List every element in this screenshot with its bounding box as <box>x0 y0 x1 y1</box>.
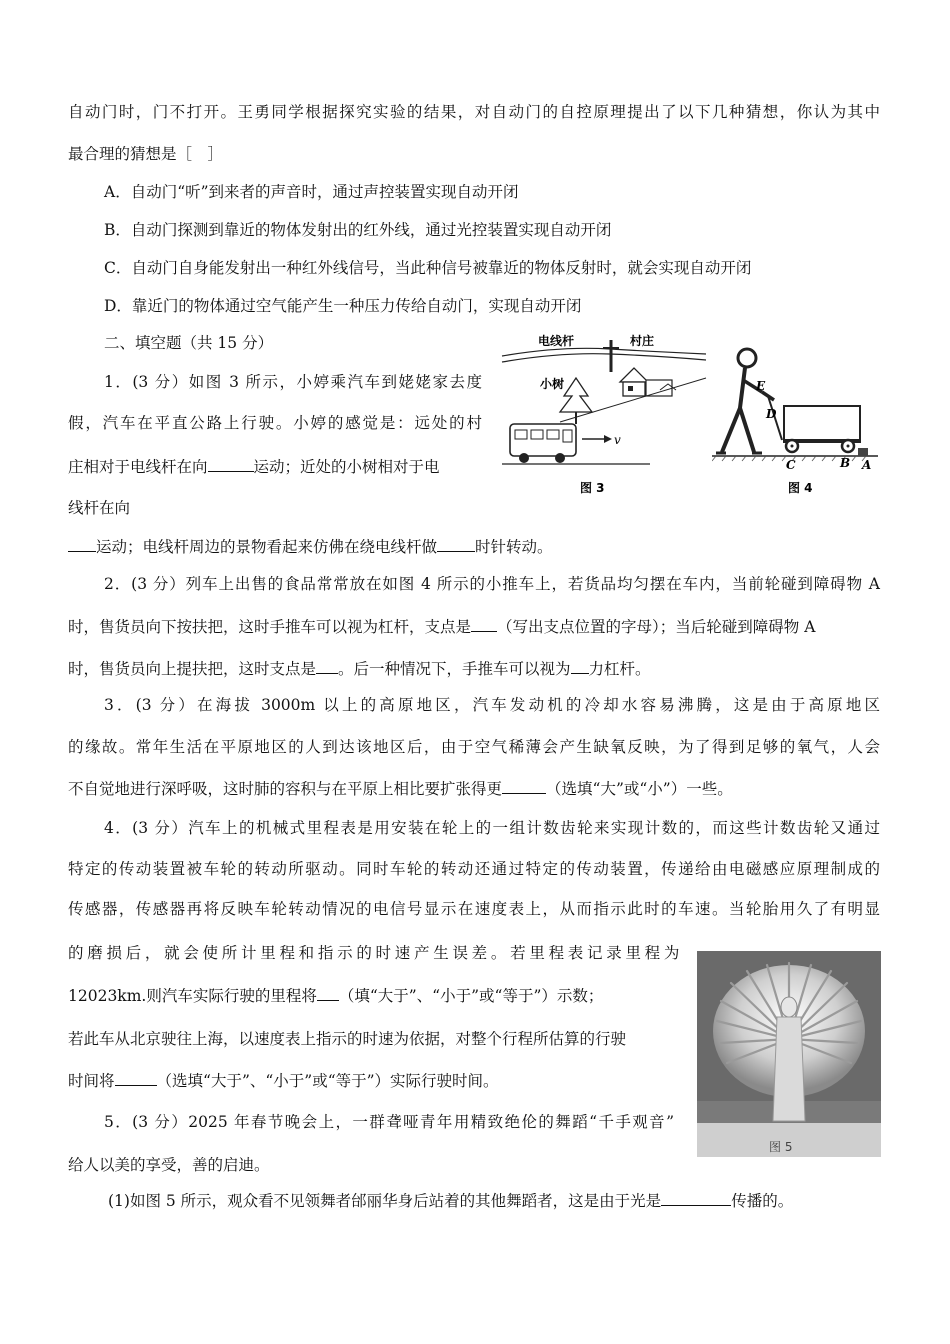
q1-line-3-text-a: 庄相对于电线杆在向 <box>68 458 208 476</box>
q3-line-2: 的缘故。常年生活在平原地区的人到达该地区后，由于空气稀薄会产生缺氧反映，为了得到足够的氧气，人会 <box>68 738 880 756</box>
q4-line-7-text-a: 时间将 <box>68 1072 115 1090</box>
q2-line-3 <box>68 658 651 679</box>
q1-line-4: 线杆在向 <box>68 499 131 517</box>
q3-line-3-text-a: 不自觉地进行深呼吸，这时肺的容积与在平原上相比要扩张得更 <box>68 780 503 798</box>
section-heading: 二、填空题（共 15 分） <box>104 334 274 352</box>
q2-line-2-text-b: （写出支点位置的字母）；当后轮碰到障碍物 A <box>497 618 816 636</box>
q2-line-1: 2．(3 分）列车上出售的食品常常放在如图 4 所示的小推车上，若货品均匀摆在车内，当前轮碰到障碍物 A <box>104 575 880 593</box>
fig4-label-e: E <box>756 379 766 393</box>
fig4-label-d: D <box>766 407 777 421</box>
q1-line-3 <box>68 456 440 477</box>
fig4-label-c: C <box>786 458 796 472</box>
q2-line-3-text-a: 时，售货员向上提扶把，这时支点是 <box>68 660 317 678</box>
q2-line-3-text-b: 。后一种情况下，手推车可以视为 <box>338 660 571 678</box>
q1-line-5-text-b: 时针转动。 <box>475 538 553 556</box>
q3-line-3 <box>68 778 733 799</box>
q5-line-1: 5．(3 分）2025 年春节晚会上，一群聋哑青年用精致绝伦的舞蹈“千手观音” <box>104 1113 674 1131</box>
q1-blank-1[interactable] <box>208 456 254 472</box>
q4-line-7-text-b: （选填“大于”、“小于”或“等于”）实际行驶时间。 <box>156 1072 499 1090</box>
q4-line-5 <box>68 985 603 1006</box>
q4-line-3: 传感器，传感器再将反映车轮转动情况的电信号显示在速度表上，从而指示此时的车速。当轮胎用久了有明显 <box>68 900 880 918</box>
fig3-label-pole: 电线杆 <box>538 334 575 348</box>
fig3-label-v: v <box>614 433 621 447</box>
q1-blank-2[interactable] <box>68 536 96 552</box>
q2-line-2 <box>68 616 815 637</box>
q2-blank-2[interactable] <box>316 658 338 674</box>
q2-blank-3[interactable] <box>571 658 589 674</box>
fig3-label-village: 村庄 <box>630 334 655 348</box>
q3-line-1: 3．(3 分）在海拔 3000m 以上的高原地区，汽车发动机的冷却水容易沸腾，这是由于高原地区 <box>104 696 880 714</box>
q1-line-5-text-a: 运动；电线杆周边的景物看起来仿佛在绕电线杆做 <box>96 538 438 556</box>
q5-line-2: 给人以美的享受，善的启迪。 <box>68 1156 270 1174</box>
option-b: B．自动门探测到靠近的物体发射出的红外线，通过光控装置实现自动开闭 <box>104 221 612 239</box>
q1-line-2: 假，汽车在平直公路上行驶。小婷的感觉是：远处的村 <box>68 414 482 432</box>
q4-line-6: 若此车从北京驶往上海，以速度表上指示的时速为依据，对整个行程所估算的行驶 <box>68 1030 627 1048</box>
q4-blank-1[interactable] <box>317 985 339 1001</box>
q5-line-3-text-b: 传播的。 <box>731 1192 794 1210</box>
q4-line-7 <box>68 1070 499 1091</box>
fig4-label-b: B <box>840 456 851 470</box>
fig3-caption: 图 3 <box>580 481 605 495</box>
q4-line-5-text-a: 12023km.则汽车实际行驶的里程将 <box>68 987 317 1005</box>
fig5-caption: 图 5 <box>769 1140 793 1154</box>
q4-line-1: 4．(3 分）汽车上的机械式里程表是用安装在轮上的一组计数齿轮来实现计数的，而这些计数齿轮又通过 <box>104 819 880 837</box>
figure-3 <box>500 332 710 500</box>
q2-line-3-text-c: 力杠杆。 <box>588 660 651 678</box>
figure-5-photo <box>697 951 881 1157</box>
option-c: C．自动门自身能发射出一种红外线信号，当此种信号被靠近的物体反射时，就会实现自动开闭 <box>104 259 752 277</box>
fig4-caption: 图 4 <box>788 481 813 495</box>
option-d: D．靠近门的物体通过空气能产生一种压力传给自动门，实现自动开闭 <box>104 297 582 315</box>
q2-line-2-text-a: 时，售货员向下按扶把，这时手推车可以视为杠杆，支点是 <box>68 618 472 636</box>
q5-blank-1[interactable] <box>661 1190 731 1206</box>
q4-line-2: 特定的传动装置被车轮的转动所驱动。同时车轮的转动还通过特定的传动装置，传递给由电磁感应原理制成的 <box>68 860 880 878</box>
q1-blank-3[interactable] <box>437 536 475 552</box>
q4-line-4: 的磨损后，就会使所计里程和指示的时速产生误差。若里程表记录里程为 <box>68 944 680 962</box>
option-a: A．自动门“听”到来者的声音时，通过声控装置实现自动开闭 <box>104 183 519 201</box>
fig3-label-tree: 小树 <box>540 377 565 391</box>
question-intro-line-1: 自动门时，门不打开。王勇同学根据探究实验的结果，对自动门的自控原理提出了以下几种猜想，你认为其中 <box>68 103 880 121</box>
q5-line-3-text-a: (1)如图 5 所示，观众看不见领舞者邰丽华身后站着的其他舞蹈者，这是由于光是 <box>108 1192 662 1210</box>
q2-blank-1[interactable] <box>471 616 497 632</box>
q3-line-3-text-b: （选填“大”或“小”）一些。 <box>546 780 733 798</box>
q5-line-3 <box>108 1190 793 1211</box>
fig4-label-a: A <box>862 458 872 472</box>
q4-line-5-text-b: （填“大于”、“小于”或“等于”）示数； <box>338 987 604 1005</box>
q4-blank-2[interactable] <box>115 1070 157 1086</box>
q1-line-5 <box>68 536 553 557</box>
question-intro-line-2: 最合理的猜想是［ ］ <box>68 145 224 163</box>
q1-line-3-text-b: 运动；近处的小树相对于电 <box>253 458 440 476</box>
q3-blank-1[interactable] <box>502 778 546 794</box>
q1-line-1: 1．(3 分）如图 3 所示，小婷乘汽车到姥姥家去度 <box>104 373 482 391</box>
figure-4 <box>712 340 884 500</box>
